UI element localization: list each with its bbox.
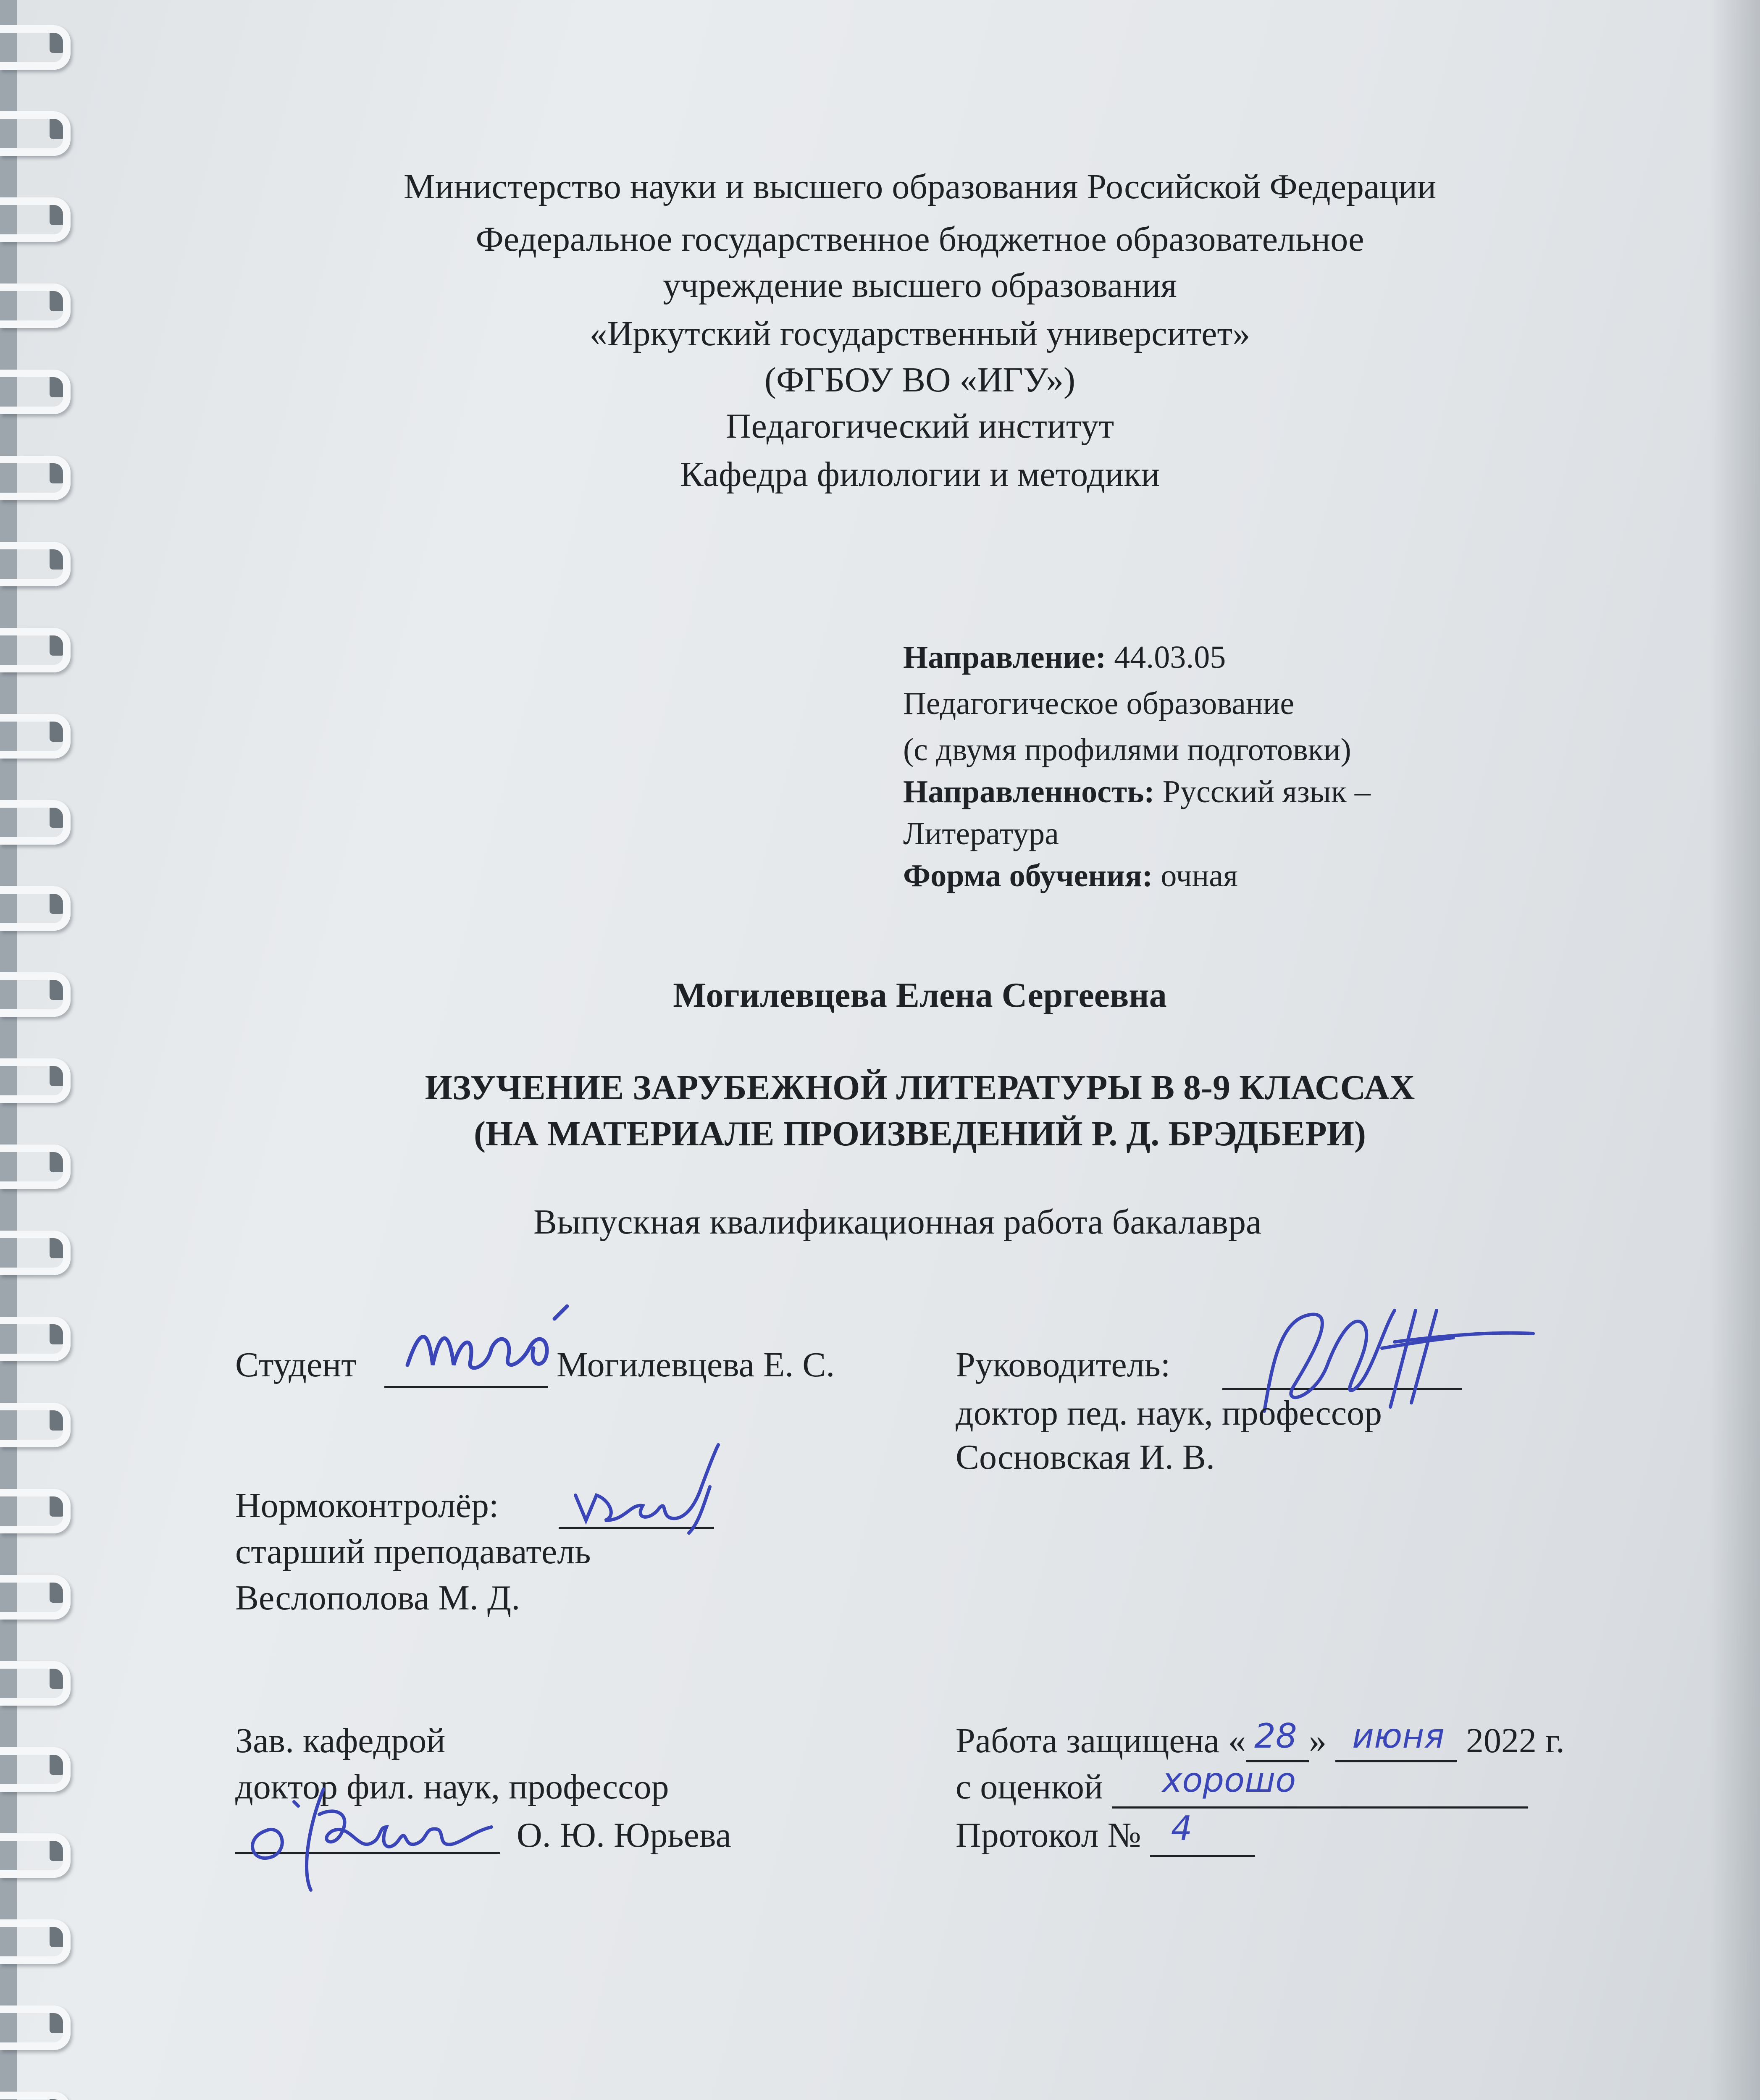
direction-name: Педагогическое образование (903, 686, 1295, 721)
document-page (17, 0, 1760, 2100)
institution-line-1: Федеральное государственное бюджетное образовательное (475, 220, 1364, 259)
university-abbr: (ФГБОУ ВО «ИГУ») (764, 360, 1076, 399)
defense-prefix: Работа защищена « (956, 1721, 1246, 1760)
binding-coil (0, 25, 71, 70)
binding-coil (0, 1144, 71, 1189)
direction-note: (с двумя профилями подготовки) (903, 732, 1351, 767)
direction-label: Направление: (903, 640, 1106, 675)
work-type: Выпускная квалификационная работа бакалавра (533, 1202, 1262, 1242)
normcontrol-signature (563, 1436, 739, 1541)
binding-coil (0, 1317, 71, 1361)
binding-coil (0, 1058, 71, 1103)
spiral-binding (0, 0, 88, 2100)
grade-value: хорошо (1162, 1760, 1296, 1800)
page-edge-shadow (1710, 0, 1760, 2100)
binding-coil (0, 714, 71, 759)
binding-coil (0, 1919, 71, 1964)
direction-code: 44.03.05 (1114, 640, 1226, 675)
normcontrol-title: старший преподаватель (235, 1532, 591, 1571)
defense-month: июня (1352, 1716, 1445, 1756)
binding-coil (0, 628, 71, 672)
binding-coil (0, 1747, 71, 1792)
supervisor-label: Руководитель: (956, 1345, 1171, 1384)
protocol-value: 4 (1171, 1809, 1193, 1848)
binding-coil (0, 370, 71, 414)
binding-coil (0, 972, 71, 1017)
binding-coil (0, 1403, 71, 1447)
title-line-1: ИЗУЧЕНИЕ ЗАРУБЕЖНОЙ ЛИТЕРАТУРЫ В 8-9 КЛАССАХ (425, 1068, 1415, 1107)
binding-coil (0, 1833, 71, 1878)
author-name: Могилевцева Елена Сергеевна (673, 976, 1167, 1015)
binding-coil (0, 456, 71, 500)
grade-row (956, 1760, 1528, 1809)
binding-coil (0, 2092, 71, 2100)
department-name: Кафедра филологии и методики (680, 455, 1160, 494)
binding-coil (0, 800, 71, 845)
ministry-line: Министерство науки и высшего образования Российской Федерации (403, 167, 1437, 206)
head-name: О. Ю. Юрьева (517, 1816, 731, 1855)
institute-name: Педагогический институт (725, 407, 1114, 446)
form-value: очная (1161, 858, 1238, 893)
binding-coil (0, 2006, 71, 2050)
grade-field (1112, 1760, 1528, 1809)
head-signature (239, 1781, 508, 1898)
direction-row (903, 638, 1226, 677)
defense-month-field (1335, 1716, 1457, 1762)
focus-value-cont: Литература (903, 816, 1059, 851)
binding-coil (0, 1575, 71, 1620)
binding-coil (0, 1231, 71, 1275)
defense-year: 2022 г. (1466, 1721, 1565, 1760)
binding-coil (0, 1489, 71, 1533)
protocol-label: Протокол № (956, 1816, 1141, 1855)
binding-coil (0, 1661, 71, 1706)
defense-row (956, 1716, 1565, 1762)
binding-coil (0, 284, 71, 328)
focus-row (903, 773, 1371, 811)
student-signature (403, 1302, 580, 1399)
normcontrol-label: Нормоконтролёр: (235, 1486, 499, 1525)
binding-coil (0, 111, 71, 156)
head-label: Зав. кафедрой (235, 1721, 446, 1760)
institution-line-2: учреждение высшего образования (663, 266, 1177, 305)
protocol-row (956, 1809, 1255, 1857)
focus-label: Направленность: (903, 774, 1155, 809)
form-label: Форма обучения: (903, 858, 1153, 893)
focus-value: Русский язык – (1162, 774, 1371, 809)
university-name: «Иркутский государственный университет» (589, 314, 1250, 353)
title-line-2: (НА МАТЕРИАЛЕ ПРОИЗВЕДЕНИЙ Р. Д. БРЭДБЕРИ) (474, 1114, 1366, 1153)
binding-coil (0, 197, 71, 242)
defense-day-field (1246, 1716, 1309, 1762)
normcontrol-name: Веслополова М. Д. (235, 1578, 520, 1617)
form-row (903, 857, 1238, 895)
protocol-field (1150, 1809, 1255, 1857)
supervisor-title: доктор пед. наук, профессор (956, 1394, 1382, 1433)
student-name: Могилевцева Е. С. (557, 1345, 835, 1384)
student-label: Студент (235, 1345, 357, 1384)
grade-label: с оценкой (956, 1767, 1103, 1806)
head-title: доктор фил. наук, профессор (235, 1767, 669, 1806)
binding-coil (0, 542, 71, 586)
binding-coil (0, 886, 71, 931)
supervisor-name: Сосновская И. В. (956, 1438, 1215, 1477)
defense-day: 28 (1254, 1716, 1297, 1756)
defense-mid: » (1308, 1721, 1327, 1760)
